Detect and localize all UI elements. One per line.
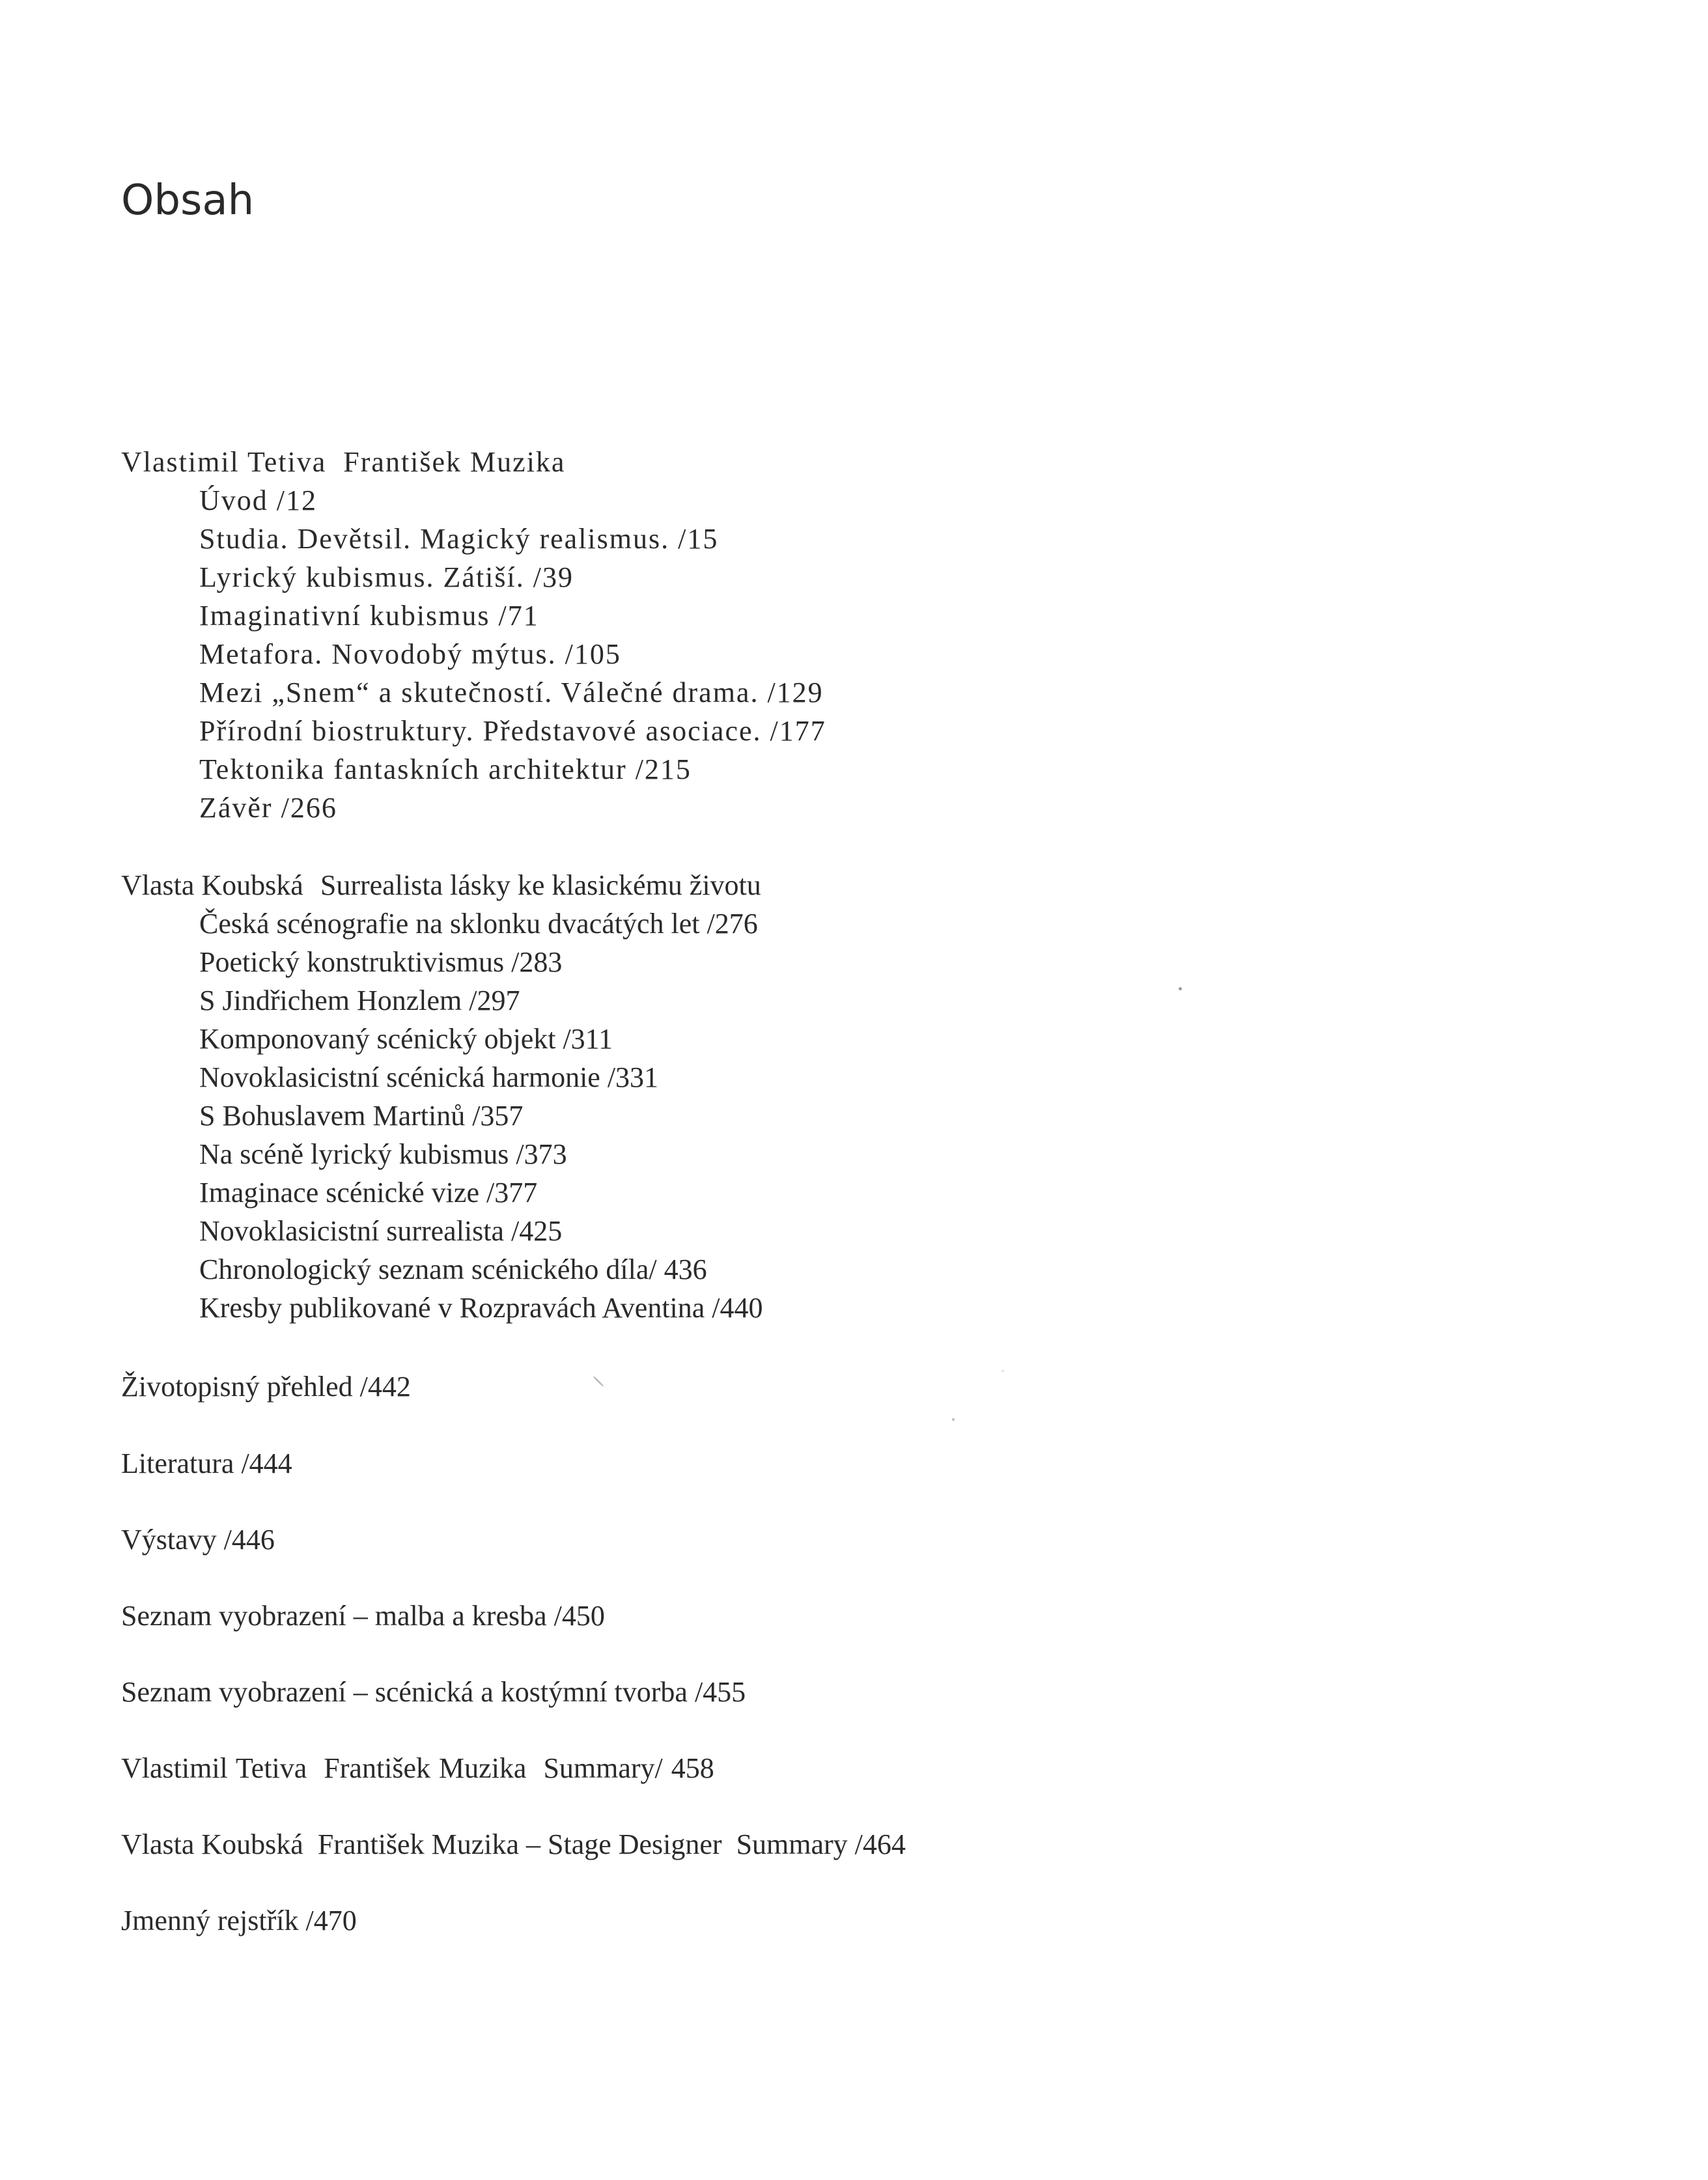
toc-item[interactable]: Přírodní biostruktury. Představové asociace. /177 bbox=[199, 715, 826, 747]
toc-item[interactable]: Komponovaný scénický objekt /311 bbox=[199, 1023, 613, 1055]
section-heading: František Muzika bbox=[343, 446, 566, 478]
toc-entry-literatura[interactable]: Literatura /444 bbox=[121, 1447, 292, 1479]
toc-entry-summary-tetiva[interactable]: Vlastimil Tetiva František Muzika Summary/ 458 bbox=[121, 1752, 714, 1784]
toc-entry-summary-koubska[interactable]: Vlasta Koubská František Muzika – Stage Designer Summary /464 bbox=[121, 1828, 906, 1860]
page-title: Obsah bbox=[121, 176, 255, 225]
toc-item[interactable]: Na scéně lyrický kubismus /373 bbox=[199, 1138, 567, 1170]
toc-entry-zivotopis[interactable]: Životopisný přehled /442 bbox=[121, 1371, 411, 1403]
toc-entry-vystavy[interactable]: Výstavy /446 bbox=[121, 1524, 275, 1556]
toc-item[interactable]: S Bohuslavem Martinů /357 bbox=[199, 1100, 524, 1132]
toc-item[interactable]: Poetický konstruktivismus /283 bbox=[199, 946, 563, 978]
toc-item[interactable]: Kresby publikované v Rozpravách Aventina /440 bbox=[199, 1292, 763, 1324]
toc-item[interactable]: Metafora. Novodobý mýtus. /105 bbox=[199, 638, 621, 670]
toc-entry-rejstrik[interactable]: Jmenný rejstřík /470 bbox=[121, 1905, 357, 1936]
toc-item[interactable]: Úvod /12 bbox=[199, 484, 317, 516]
section-heading: Surrealista lásky ke klasickému životu bbox=[320, 869, 761, 901]
section-author: Vlasta Koubská bbox=[121, 869, 303, 901]
scan-speck bbox=[1001, 1370, 1004, 1372]
toc-item[interactable]: Závěr /266 bbox=[199, 792, 337, 824]
toc-item[interactable]: Česká scénografie na sklonku dvacátých let /276 bbox=[199, 908, 758, 940]
toc-item[interactable]: Novoklasicistní scénická harmonie /331 bbox=[199, 1061, 659, 1093]
scan-speck bbox=[1179, 987, 1182, 990]
toc-item[interactable]: S Jindřichem Honzlem /297 bbox=[199, 985, 520, 1016]
toc-section-koubska bbox=[121, 866, 763, 1327]
section-author: Vlastimil Tetiva bbox=[121, 446, 327, 478]
toc-item[interactable]: Mezi „Snem“ a skutečností. Válečné drama. /129 bbox=[199, 677, 824, 708]
section-header bbox=[121, 866, 763, 904]
toc-item[interactable]: Chronologický seznam scénického díla/ 436 bbox=[199, 1253, 707, 1285]
toc-entry-seznam-malba[interactable]: Seznam vyobrazení – malba a kresba /450 bbox=[121, 1600, 605, 1632]
toc-item[interactable]: Tektonika fantaskních architektur /215 bbox=[199, 753, 692, 785]
toc-item[interactable]: Imaginativní kubismus /71 bbox=[199, 600, 539, 632]
toc-item[interactable]: Novoklasicistní surrealista /425 bbox=[199, 1215, 563, 1247]
toc-item[interactable]: Lyrický kubismus. Zátiší. /39 bbox=[199, 561, 574, 593]
scan-speck bbox=[593, 1376, 604, 1388]
toc-item[interactable]: Imaginace scénické vize /377 bbox=[199, 1177, 538, 1209]
toc-item[interactable]: Studia. Devětsil. Magický realismus. /15 bbox=[199, 523, 719, 555]
toc-entry-seznam-scenicka[interactable]: Seznam vyobrazení – scénická a kostýmní tvorba /455 bbox=[121, 1676, 746, 1708]
section-header bbox=[121, 443, 826, 481]
scan-speck bbox=[952, 1418, 955, 1421]
toc-section-tetiva bbox=[121, 443, 826, 827]
